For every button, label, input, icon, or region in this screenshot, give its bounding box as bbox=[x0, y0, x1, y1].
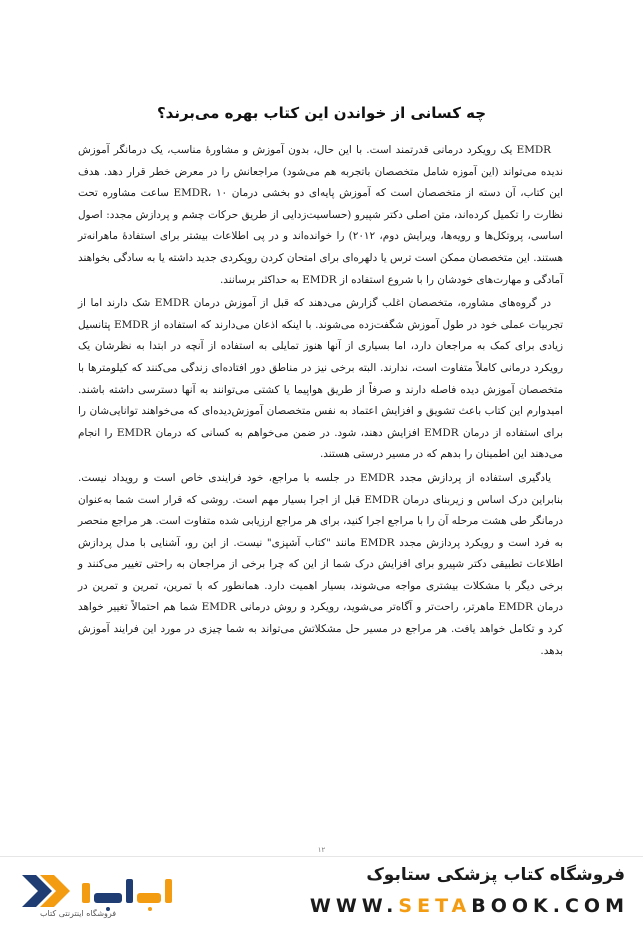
body-text bbox=[78, 140, 563, 664]
logo-subtitle: فروشگاه اینترنتی کتاب bbox=[40, 909, 117, 918]
store-url[interactable] bbox=[310, 895, 629, 917]
url-accent: SETA bbox=[398, 895, 472, 917]
paragraph: یادگیری استفاده از پردازش مجدد EMDR در جلسه با مراجع، خود فرایندی خاص است و رویداد نیست. بنابراین درک اساس و زیربنای درمان EMDR قبل از اجرا بسیار مهم است. روشی که قرار است شما به‌عنوان درمانگر طی هشت مرحله آن را با مراجع اجرا کنید، برای هر مراجع ارزیابی شده متفاوت است. هر مراجع منحصر به فرد است و رویکرد پردازش مجدد EMDR مانند "کتاب آشپزی" نیست. از این رو، آشنایی با مدل پردازش اطلاعات تطبیقی دکتر شپیرو برای افزایش درک شما از این که چرا برخی از مراجعان به راحتی تغییر می‌کنند و برخی دیگر با مشکلات بیشتری مواجه می‌شوند، بسیار اهمیت دارد. همانطور که با تمرین، تمرین و تمرین در درمان EMDR ماهرتر، راحت‌تر و آگاه‌تر می‌شوید، رویکرد و روش درمانی EMDR شما هم احتمالاً تغییر خواهد کرد و تکامل خواهد یافت. هر مراجع در مسیر حل مشکلاتش می‌تواند به شما چیزی در مورد این فرایند آموزش بدهد. bbox=[78, 471, 563, 657]
page-title: چه کسانی از خواندن این کتاب بهره می‌برند؟ bbox=[156, 104, 487, 122]
page-number: ۱۲ bbox=[317, 846, 326, 854]
paragraph: EMDR یک رویکرد درمانی قدرتمند است. با این حال، بدون آموزش و مشاورهٔ مناسب، یک درمانگر آموزش ندیده می‌تواند (این آموزه شامل متخصصان باتجربه هم می‌شود) مراجعانش را در معرض خطر قرار دهد. هدف این کتاب، آن دسته از متخصصان است که آموزش پایه‌ای دو بخشی درمان EMDR، ۱۰ ساعت مشاوره تحت نظارت را تکمیل کرده‌اند، متن اصلی دکتر شپیرو (حساسیت‌زدایی از طریق حرکات چشم و پردازش مجدد: اصول اساسی، پروتکل‌ها و رویه‌ها، ویرایش دوم، ۲۰۱۲) را خوانده‌اند و در پی اطلاعات بیشتر برای استفادهٔ ماهرانه‌تر هستند. این متخصصان ممکن است ترس یا دلهره‌ای برای امتحان کردن رویکردی جدید داشته یا به سادگی بخواهند آمادگی و مهارت‌های خودشان را با شروع استفاده از EMDR به حداکثر برسانند. bbox=[78, 144, 564, 286]
banner-title: فروشگاه کتاب پزشکی ستابوک bbox=[366, 865, 625, 885]
url-prefix: WWW. bbox=[309, 895, 399, 917]
store-banner[interactable] bbox=[0, 856, 643, 927]
paragraph: در گروه‌های مشاوره، متخصصان اغلب گزارش می‌دهند که قبل از آموزش درمان EMDR شک دارند اما از تجربیات عملی خود در طول آموزش شگفت‌زده می‌شوند. با اینکه اذعان می‌دارند که استفاده از EMDR پتانسیل زیادی برای کمک به مراجعان دارد، اما بسیاری از آنها هنوز تمایلی به استفاده از آنچه در ابتدا به نظرشان یک رویکرد درمانی کاملاً متفاوت است، ندارند. البته برخی نیز در مناطق دور افتاده‌ای زندگی می‌کنند که کیلومترها با متخصصان آموزش دیده فاصله دارند و صرفاً از طریق هواپیما یا کشتی می‌توانند به آنها دسترسی داشته باشند. امیدوارم این کتاب باعث تشویق و افزایش اعتماد به نفس متخصصان آموزش‌دیده‌ای که می‌خواهند توانایی‌شان را برای استفاده از درمان EMDR افزایش دهند، شود. در ضمن می‌خواهم به کسانی که درمان EMDR را انجام می‌دهند این اطمینان را بدهم که در مسیر درستی هستند. bbox=[78, 297, 563, 461]
url-suffix: BOOK.COM bbox=[471, 895, 629, 917]
